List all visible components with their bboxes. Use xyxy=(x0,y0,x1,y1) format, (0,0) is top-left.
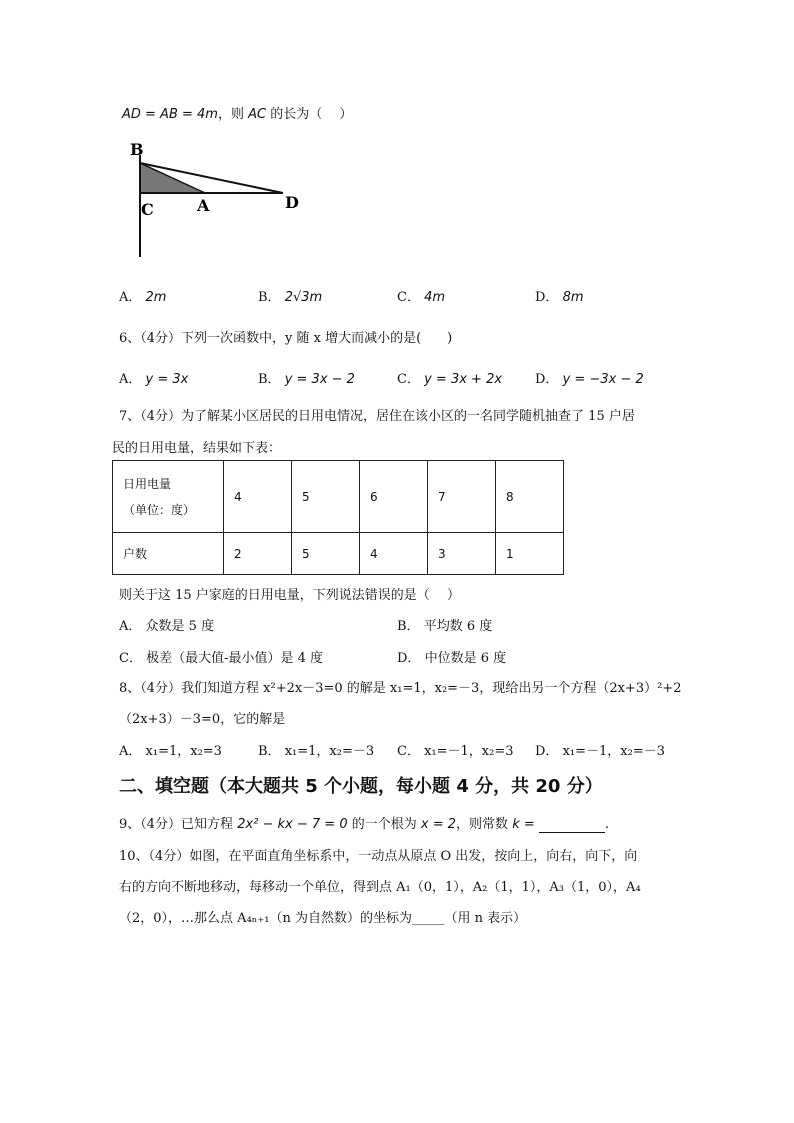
option-value: 2√3m xyxy=(284,290,323,305)
option-letter: D． xyxy=(535,372,559,387)
table-header-cell: 户数 xyxy=(113,533,224,575)
q5-stem-mid: ，则 xyxy=(217,107,244,122)
q6-option-b[interactable] xyxy=(258,368,355,387)
q9-equation: 2x² − kx − 7 = 0 xyxy=(237,817,348,832)
label-b: B xyxy=(130,140,144,159)
table-cell: 8 xyxy=(496,461,564,533)
label-a: A xyxy=(197,196,210,215)
table-cell: 5 xyxy=(292,461,360,533)
q10-stem-line3: （2，0），…那么点 A₄ₙ₊₁（n 为自然数）的坐标为_____（用 n 表示） xyxy=(119,911,527,926)
header-line: （单位：度） xyxy=(123,502,196,517)
option-letter: A． xyxy=(119,372,142,387)
q5-triangle-figure xyxy=(125,135,315,260)
option-letter: D． xyxy=(535,290,559,305)
option-value: 极差（最大值-最小值）是 4 度 xyxy=(146,651,324,666)
table-cell: 3 xyxy=(428,533,496,575)
label-c: C xyxy=(141,200,154,219)
table-cell: 4 xyxy=(224,461,292,533)
table-cell: 4 xyxy=(360,533,428,575)
q8-option-d[interactable] xyxy=(535,740,665,759)
option-letter: C． xyxy=(397,290,420,305)
q9-stem xyxy=(119,813,609,833)
table-cell: 7 xyxy=(428,461,496,533)
q5-option-c[interactable] xyxy=(397,286,445,305)
table-cell: 1 xyxy=(496,533,564,575)
option-value: 众数是 5 度 xyxy=(145,619,215,634)
q9-k: k = xyxy=(512,817,535,832)
q9-middle: 的一个根为 xyxy=(351,817,417,832)
q10-stem-line2: 右的方向不断地移动，每移动一个单位，得到点 A₁（0，1），A₂（1，1），A₃（1，0），A₄ xyxy=(119,880,641,895)
q9-answer-blank[interactable] xyxy=(539,817,605,833)
table-cell: 2 xyxy=(224,533,292,575)
q10-stem-line1: 10、（4分）如图，在平面直角坐标系中，一动点从原点 O 出发，按向上，向右，向下，向 xyxy=(119,849,638,864)
option-letter: D． xyxy=(397,651,421,666)
q7-option-b[interactable] xyxy=(397,615,492,634)
q9-prefix: 9、（4分）已知方程 xyxy=(119,817,234,832)
option-letter: B． xyxy=(397,619,420,634)
q8-stem-line2: （2x+3）－3=0，它的解是 xyxy=(119,712,286,727)
option-value: x₁=－1，x₂=3 xyxy=(424,744,514,759)
option-value: y = −3x − 2 xyxy=(562,372,644,387)
option-letter: B． xyxy=(258,372,281,387)
option-value: 8m xyxy=(562,290,584,305)
label-d: D xyxy=(285,193,299,212)
option-value: y = 3x xyxy=(145,372,189,387)
table-row xyxy=(113,533,564,575)
q6-stem: 6、（4分）下列一次函数中，y 随 x 增大而减小的是( ) xyxy=(119,331,453,346)
q5-option-b[interactable] xyxy=(258,286,322,305)
q9-suffix: ，则常数 xyxy=(456,817,509,832)
table-cell: 6 xyxy=(360,461,428,533)
q8-option-c[interactable] xyxy=(397,740,514,759)
q5-option-a[interactable] xyxy=(119,286,166,305)
option-letter: B． xyxy=(258,290,281,305)
q7-stem-line1: 7、（4分）为了解某小区居民的日用电情况，居住在该小区的一名同学随机抽查了 15 户居 xyxy=(119,409,635,424)
q7-option-a[interactable] xyxy=(119,615,214,634)
q6-option-d[interactable] xyxy=(535,368,644,387)
q7-option-c[interactable] xyxy=(119,647,323,666)
option-letter: C． xyxy=(397,372,420,387)
option-value: x₁=1，x₂=－3 xyxy=(284,744,375,759)
option-value: x₁=－1，x₂=－3 xyxy=(562,744,665,759)
option-letter: B． xyxy=(258,744,281,759)
q8-stem-line1: 8、（4分）我们知道方程 x²+2x－3=0 的解是 x₁=1，x₂=－3，现给出另一个方程（2x+3）²+2 xyxy=(119,681,682,696)
q7-question: 则关于这 15 户家庭的日用电量，下列说法错误的是（ ） xyxy=(119,588,460,603)
q5-stem-equation: AD = AB = 4m xyxy=(122,107,218,122)
table-cell: 5 xyxy=(292,533,360,575)
option-value: y = 3x + 2x xyxy=(424,372,503,387)
option-value: 2m xyxy=(145,290,167,305)
section-title: 二、填空题（本大题共 5 个小题，每小题 4 分，共 20 分） xyxy=(119,776,603,797)
option-value: 平均数 6 度 xyxy=(423,619,493,634)
option-letter: C． xyxy=(119,651,142,666)
q5-option-d[interactable] xyxy=(535,286,584,305)
q6-option-c[interactable] xyxy=(397,368,502,387)
q7-option-d[interactable] xyxy=(397,647,506,666)
q9-end: . xyxy=(604,817,610,832)
option-letter: D． xyxy=(535,744,559,759)
option-value: 4m xyxy=(424,290,446,305)
q6-option-a[interactable] xyxy=(119,368,188,387)
q8-option-b[interactable] xyxy=(258,740,374,759)
option-letter: A． xyxy=(119,290,142,305)
option-value: y = 3x − 2 xyxy=(284,372,355,387)
q8-option-a[interactable] xyxy=(119,740,222,759)
table-row xyxy=(113,461,564,533)
option-letter: C． xyxy=(397,744,420,759)
option-letter: A． xyxy=(119,619,142,634)
table-header-cell xyxy=(113,461,224,533)
q5-stem-end: 的长为（ ） xyxy=(270,107,353,122)
q5-stem-ac: AC xyxy=(248,107,267,122)
q5-stem xyxy=(122,103,352,122)
option-value: x₁=1，x₂=3 xyxy=(145,744,222,759)
q7-stem-line2: 民的日用电量，结果如下表： xyxy=(112,441,282,456)
option-letter: A． xyxy=(119,744,142,759)
header-line: 日用电量 xyxy=(123,476,172,491)
option-value: 中位数是 6 度 xyxy=(424,651,507,666)
q9-root: x = 2 xyxy=(420,817,457,832)
q7-table xyxy=(112,460,564,575)
